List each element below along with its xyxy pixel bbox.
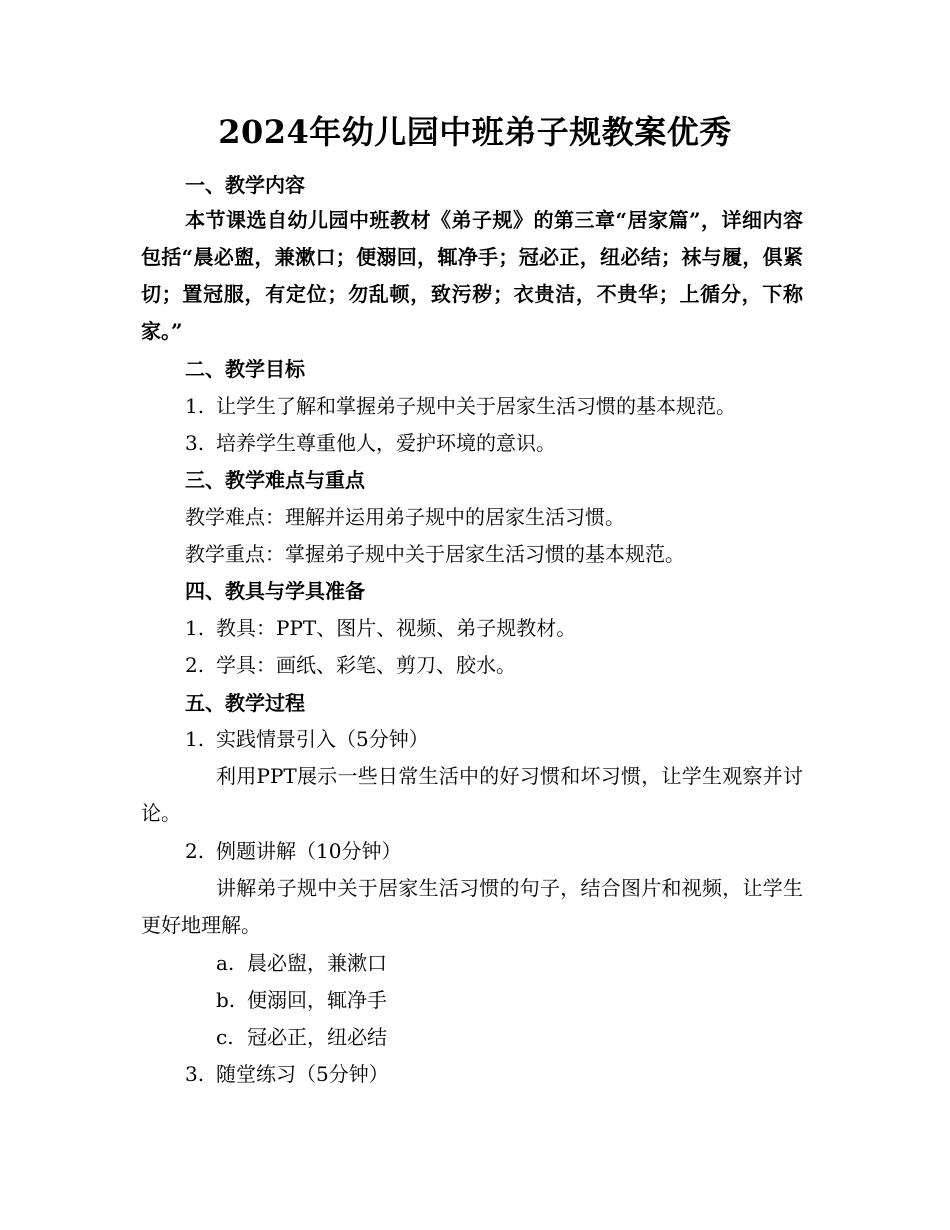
sub-list-item (216, 945, 387, 981)
process-step (185, 833, 401, 869)
process-step-text: 实践情景引入（5分钟） (216, 727, 429, 751)
sub-list-text: 冠必正，纽必结 (247, 1025, 387, 1049)
section-heading-objectives: 二、教学目标 (185, 357, 305, 381)
process-step-number: 2. (185, 839, 205, 863)
sub-list-item (216, 982, 387, 1018)
sub-list-label: c. (216, 1025, 234, 1049)
sub-list-text: 便溺回，辄净手 (247, 988, 387, 1012)
section-heading-difficulties: 三、教学难点与重点 (185, 468, 365, 492)
process-step-paragraph: 讲解弟子规中关于居家生活习惯的句子，结合图片和视频，让学生更好地理解。 (141, 876, 803, 937)
difficulty-text: 教学难点：理解并运用弟子规中的居家生活习惯。 (185, 505, 625, 529)
process-step-paragraph: 利用PPT展示一些日常生活中的好习惯和坏习惯，让学生观察并讨论。 (141, 764, 803, 825)
content-paragraph: 本节课选自幼儿园中班教材《弟子规》的第三章“居家篇”，详细内容包括“晨必盥，兼漱口；便溺回，辄净手；冠必正，纽必结；袜与履，俱紧切；置冠服，有定位；勿乱顿，致污秽；衣贵洁，不贵华；上循分，下称家。” (141, 208, 803, 343)
key-point-text: 教学重点：掌握弟子规中关于居家生活习惯的基本规范。 (185, 542, 685, 566)
process-step-text: 随堂练习（5分钟） (216, 1062, 389, 1086)
list-item (185, 425, 556, 461)
list-item-number: 1. (185, 394, 205, 418)
sub-list-label: b. (216, 988, 236, 1012)
list-item-number: 3. (185, 431, 205, 455)
sub-list-item (216, 1019, 387, 1055)
process-step (185, 1056, 389, 1092)
list-item-text: 学具：画纸、彩笔、剪刀、胶水。 (216, 653, 516, 677)
list-item (185, 388, 736, 424)
list-item-text: 教具：PPT、图片、视频、弟子规教材。 (216, 616, 577, 640)
list-item-text: 让学生了解和掌握弟子规中关于居家生活习惯的基本规范。 (216, 394, 736, 418)
document-title: 2024年幼儿园中班弟子规教案优秀 (218, 113, 732, 151)
process-step-number: 3. (185, 1062, 205, 1086)
process-step-number: 1. (185, 727, 205, 751)
section-heading-process: 五、教学过程 (185, 691, 305, 715)
section-heading-content: 一、教学内容 (185, 173, 305, 197)
sub-list-label: a. (216, 951, 235, 975)
sub-list-text: 晨必盥，兼漱口 (247, 951, 387, 975)
list-item (185, 647, 516, 683)
list-item (185, 610, 576, 646)
list-item-number: 2. (185, 653, 205, 677)
process-step-text: 例题讲解（10分钟） (216, 839, 402, 863)
process-step (185, 721, 429, 757)
section-heading-materials: 四、教具与学具准备 (185, 579, 365, 603)
list-item-text: 培养学生尊重他人，爱护环境的意识。 (216, 431, 556, 455)
list-item-number: 1. (185, 616, 205, 640)
